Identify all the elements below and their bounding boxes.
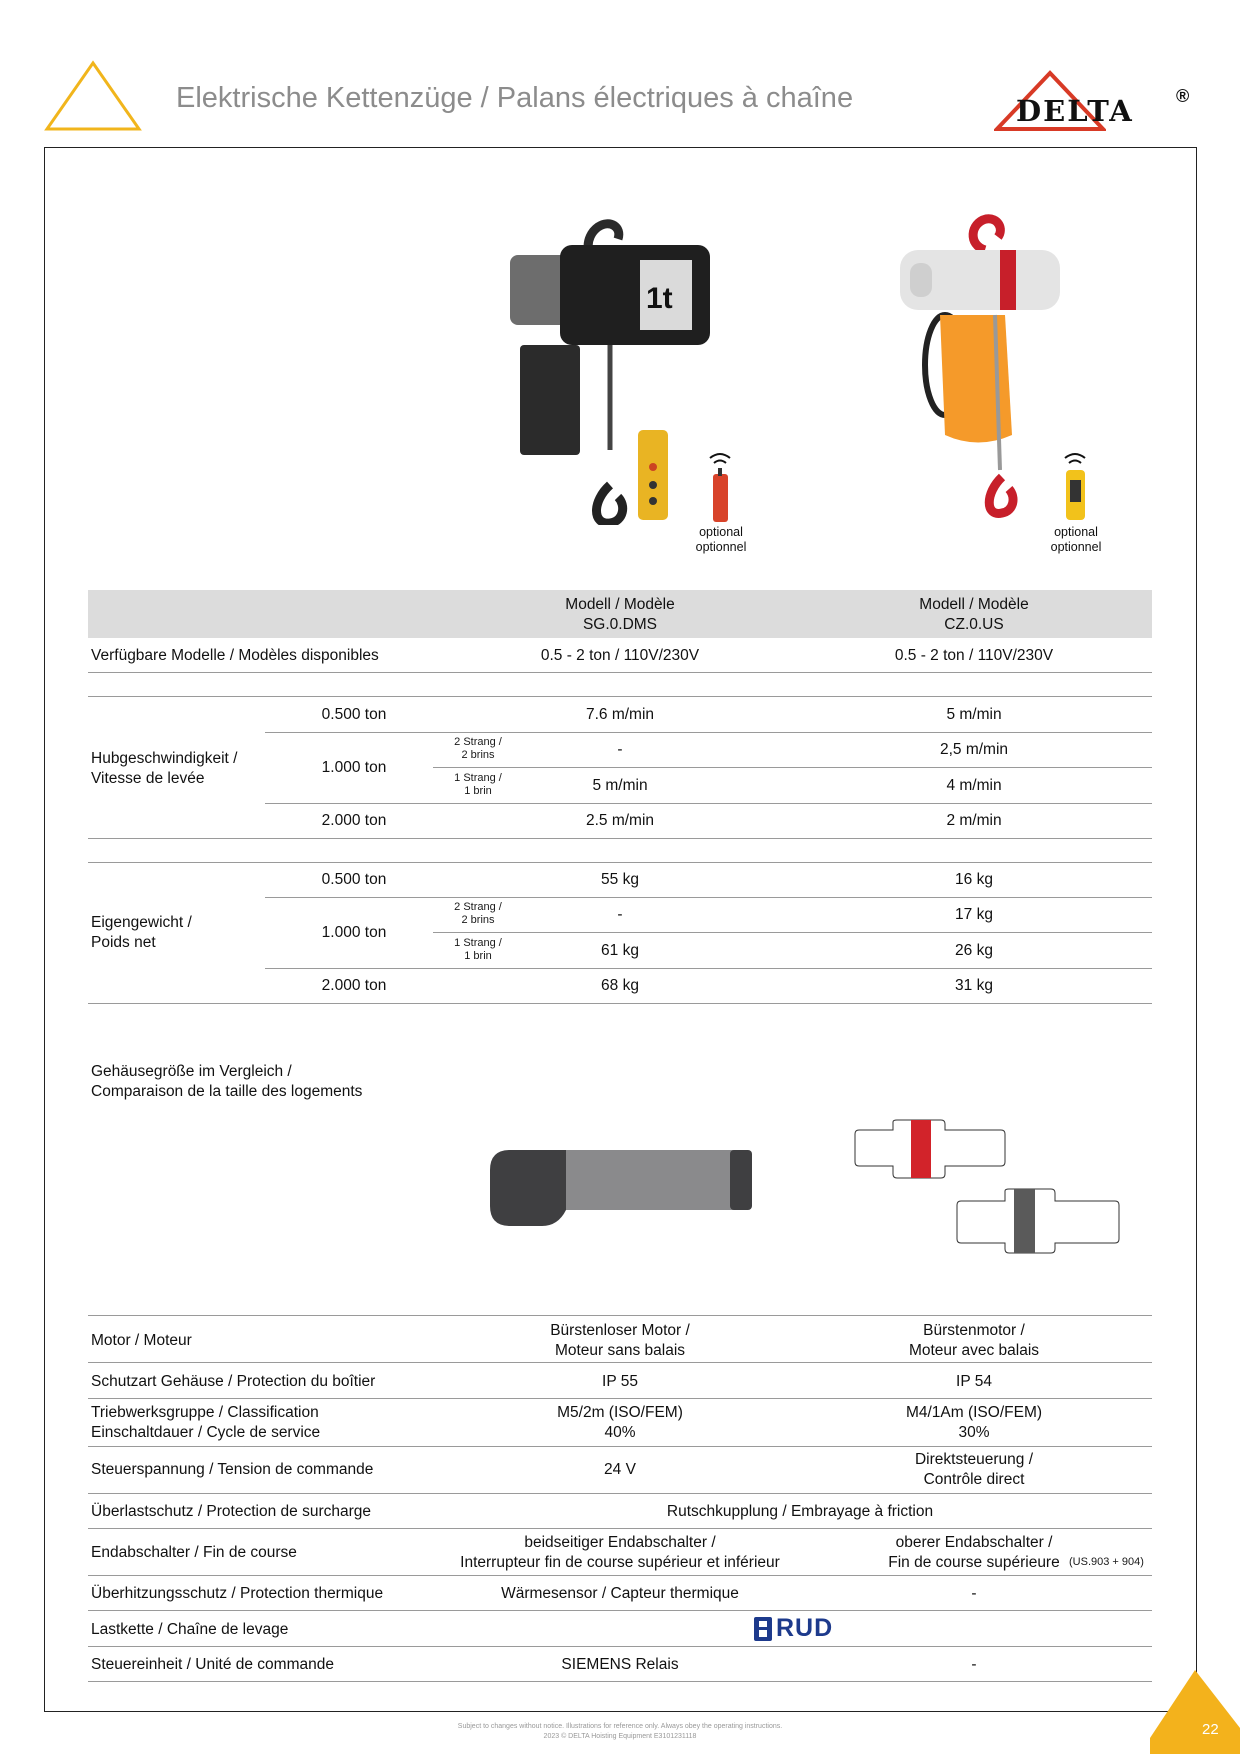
load-chain-label: Lastkette / Chaîne de levage (91, 1621, 289, 1638)
housing-label: Gehäusegröße im Vergleich / Comparaison de la taille des logements (91, 1063, 363, 1100)
available-models-label: Verfügbare Modelle / Modèles disponibles (91, 647, 379, 664)
housing-sg-shape-icon (486, 1146, 754, 1228)
footer-disclaimer: Subject to changes without notice. Illustrations for reference only. Always obey the operating instructions. (457, 1723, 783, 1730)
divider (88, 672, 1152, 673)
weight-label: Eigengewicht / Poids net (91, 914, 192, 951)
triangle-decoration-icon (44, 60, 142, 132)
divider (88, 696, 1152, 697)
speed-sg-2000: 2.5 m/min (585, 812, 655, 829)
speed-cz-1000-1strand: 4 m/min (946, 777, 1002, 794)
rud-logo: RUD (776, 1614, 834, 1642)
control-voltage-sg: 24 V (604, 1461, 636, 1478)
weight-sg-1000-2strand: - (617, 906, 623, 923)
divider (88, 838, 1152, 839)
svg-text:1t: 1t (646, 282, 673, 315)
divider (265, 897, 1152, 898)
weight-sg-2000: 68 kg (601, 977, 639, 994)
available-models-sg: 0.5 - 2 ton / 110V/230V (540, 647, 700, 664)
model-header-cz: Modell / Modèle CZ.0.US (919, 596, 1029, 633)
divider (265, 732, 1152, 733)
weight-cz-2000: 31 kg (955, 977, 993, 994)
divider (88, 1446, 1152, 1447)
speed-cz-0500: 5 m/min (946, 706, 1002, 723)
weight-strand-1: 1 Strang / 1 brin (454, 937, 502, 962)
speed-sg-1000-2strand: - (617, 741, 623, 758)
speed-sg-1000-1strand: 5 m/min (592, 777, 648, 794)
footer-copyright: 2023 © DELTA Hoisting Equipment E3101231118 (543, 1733, 697, 1740)
control-unit-label: Steuereinheit / Unité de commande (91, 1656, 334, 1673)
divider (88, 1575, 1152, 1576)
divider (88, 1493, 1152, 1494)
rud-logo-icon (754, 1617, 772, 1641)
optional-caption-2: optional optionnel (1050, 525, 1102, 554)
weight-cz-1000-2strand: 17 kg (955, 906, 993, 923)
classification-label: Triebwerksgruppe / Classification Einschaltdauer / Cycle de service (91, 1404, 321, 1441)
motor-cz: Bürstenmotor / Moteur avec balais (908, 1322, 1040, 1359)
speed-strand-1: 1 Strang / 1 brin (454, 772, 502, 797)
motor-sg: Bürstenloser Motor / Moteur sans balais (550, 1322, 690, 1359)
speed-sg-0500: 7.6 m/min (585, 706, 655, 723)
divider (88, 1610, 1152, 1611)
control-unit-cz: - (971, 1656, 977, 1673)
divider (433, 932, 1152, 933)
weight-cz-0500: 16 kg (955, 871, 993, 888)
divider (433, 767, 1152, 768)
remote-control-red-icon (700, 448, 740, 526)
limit-switch-cz-note: (US.903 + 904) (1069, 1556, 1144, 1568)
weight-load-2000: 2.000 ton (321, 977, 387, 994)
control-unit-sg: SIEMENS Relais (561, 1656, 679, 1673)
page-title: Elektrische Kettenzüge / Palans électriques à chaîne (176, 82, 854, 114)
speed-load-1000: 1.000 ton (321, 759, 387, 776)
divider (88, 1681, 1152, 1682)
weight-cz-1000-1strand: 26 kg (955, 942, 993, 959)
speed-load-0500: 0.500 ton (321, 706, 387, 723)
speed-cz-2000: 2 m/min (946, 812, 1002, 829)
protection-cz: IP 54 (956, 1373, 992, 1390)
weight-load-1000: 1.000 ton (321, 924, 387, 941)
speed-label: Hubgeschwindigkeit / Vitesse de levée (91, 750, 238, 787)
divider (88, 1528, 1152, 1529)
housing-cz-shape-small-icon (853, 1118, 1008, 1182)
registered-mark: ® (1176, 86, 1190, 106)
limit-switch-cz: oberer Endabschalter / Fin de course supérieure (888, 1534, 1060, 1571)
divider (88, 1003, 1152, 1004)
divider (88, 1646, 1152, 1647)
divider (88, 862, 1152, 863)
hoist-sg-image (500, 205, 715, 525)
speed-strand-2: 2 Strang / 2 brins (454, 736, 502, 761)
control-voltage-cz: Direktsteuerung / Contrôle direct (914, 1451, 1034, 1488)
page-corner-decoration-icon (1150, 1668, 1240, 1754)
divider (88, 1398, 1152, 1399)
divider (88, 1362, 1152, 1363)
classification-sg: M5/2m (ISO/FEM) 40% (557, 1404, 683, 1441)
weight-sg-0500: 55 kg (601, 871, 639, 888)
page-number: 22 (1202, 1721, 1219, 1738)
overload-label: Überlastschutz / Protection de surcharge (91, 1503, 371, 1520)
motor-label: Motor / Moteur (91, 1332, 192, 1349)
thermal-protection-cz: - (971, 1585, 977, 1602)
protection-label: Schutzart Gehäuse / Protection du boîtier (91, 1373, 376, 1390)
hoist-cz-image (890, 205, 1070, 550)
thermal-protection-sg: Wärmesensor / Capteur thermique (501, 1585, 739, 1602)
control-voltage-label: Steuerspannung / Tension de commande (91, 1461, 374, 1478)
weight-sg-1000-1strand: 61 kg (601, 942, 639, 959)
classification-cz: M4/1Am (ISO/FEM) 30% (905, 1404, 1043, 1441)
remote-control-yellow-icon (1055, 448, 1095, 526)
overload-value: Rutschkupplung / Embrayage à friction (666, 1503, 934, 1520)
limit-switch-sg: beidseitiger Endabschalter / Interrupteur fin de course supérieur et inférieur (460, 1534, 780, 1571)
limit-switch-label: Endabschalter / Fin de course (91, 1544, 297, 1561)
speed-load-2000: 2.000 ton (321, 812, 387, 829)
speed-cz-1000-2strand: 2,5 m/min (939, 741, 1009, 758)
thermal-protection-label: Überhitzungsschutz / Protection thermique (91, 1585, 384, 1602)
optional-caption-1: optional optionnel (695, 525, 747, 554)
weight-load-0500: 0.500 ton (321, 871, 387, 888)
delta-logo: DELTA (1016, 94, 1134, 128)
divider (265, 968, 1152, 969)
protection-sg: IP 55 (602, 1373, 638, 1390)
available-models-cz: 0.5 - 2 ton / 110V/230V (894, 647, 1054, 664)
model-header-sg: Modell / Modèle SG.0.DMS (565, 596, 675, 633)
divider (265, 803, 1152, 804)
divider (88, 1315, 1152, 1316)
housing-cz-shape-large-icon (955, 1187, 1123, 1255)
weight-strand-2: 2 Strang / 2 brins (454, 901, 502, 926)
